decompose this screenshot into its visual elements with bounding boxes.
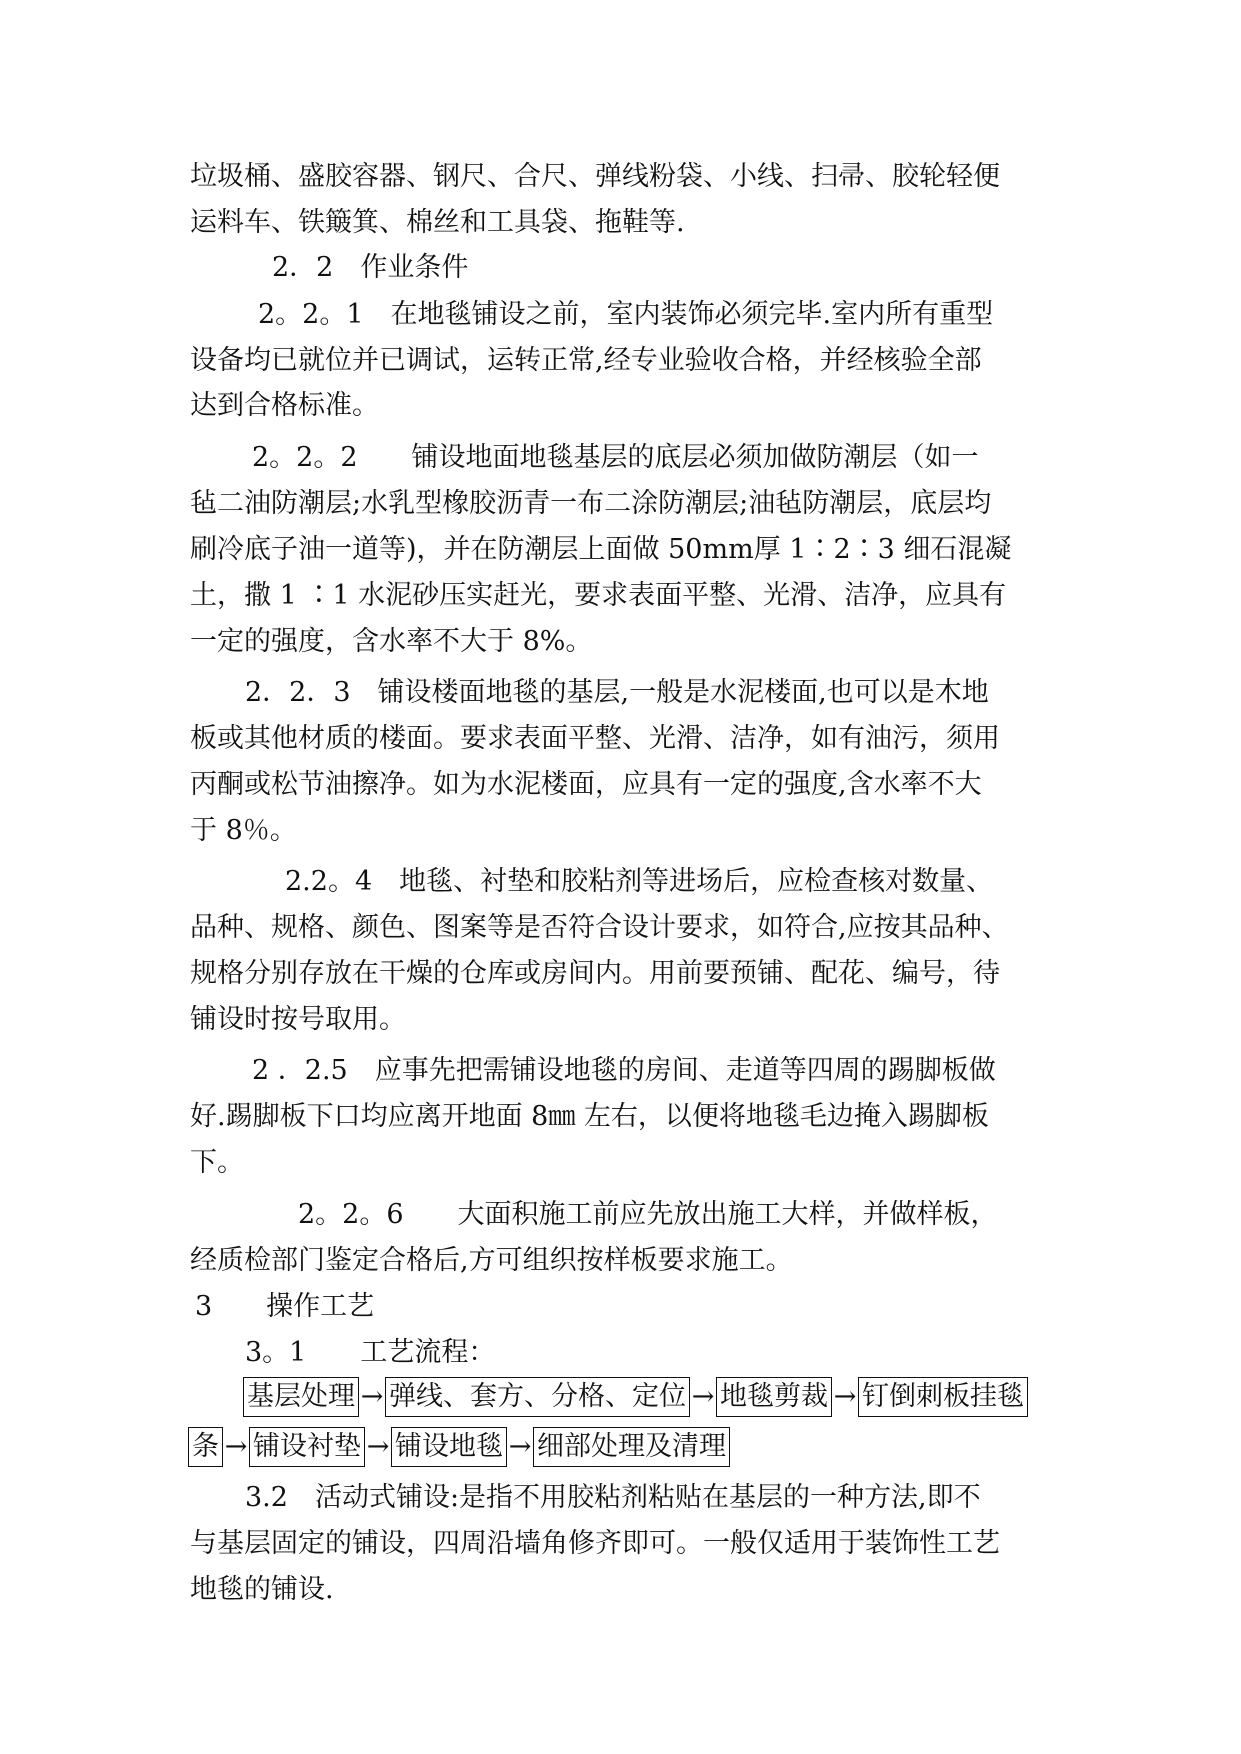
flow-step-box: 细部处理及清理 bbox=[533, 1427, 730, 1467]
section-heading: 3 操作工艺 bbox=[195, 1291, 375, 1322]
flow-step-box: 钉倒刺板挂毯 bbox=[858, 1377, 1028, 1417]
arrow-right-icon: → bbox=[360, 1381, 384, 1412]
text-line: 铺设时按号取用。 bbox=[190, 1004, 406, 1035]
arrow-right-icon: → bbox=[691, 1381, 715, 1412]
text-line: 毡二油防潮层;水乳型橡胶沥青一布二涂防潮层;油毡防潮层，底层均 bbox=[190, 488, 992, 519]
flow-step-box: 铺设衬垫 bbox=[249, 1427, 365, 1467]
text-line: 2。2。2 铺设地面地毯基层的底层必须加做防潮层（如一 bbox=[252, 442, 979, 473]
flow-step-box: 铺设地毯 bbox=[391, 1427, 507, 1467]
section-heading: 2．2 作业条件 bbox=[272, 252, 469, 283]
flow-step-box: 条 bbox=[188, 1427, 223, 1467]
flow-step-box: 基层处理 bbox=[243, 1377, 359, 1417]
process-flow-row-1 bbox=[243, 1377, 1028, 1421]
text-line: 好.踢脚板下口均应离开地面 8㎜ 左右，以便将地毯毛边掩入踢脚板 bbox=[190, 1101, 989, 1132]
text-line: 2．2．3 铺设楼面地毯的基层,一般是水泥楼面,也可以是木地 bbox=[245, 677, 989, 708]
text-line: 运料车、铁簸箕、棉丝和工具袋、拖鞋等. bbox=[190, 207, 685, 238]
text-line: 丙酮或松节油擦净。如为水泥楼面，应具有一定的强度,含水率不大 bbox=[190, 769, 982, 800]
arrow-right-icon: → bbox=[508, 1431, 532, 1462]
text-line: 达到合格标准。 bbox=[190, 390, 379, 421]
text-line: 经质检部门鉴定合格后,方可组织按样板要求施工。 bbox=[190, 1245, 793, 1276]
text-line: 2。2。1 在地毯铺设之前，室内装饰必须完毕.室内所有重型 bbox=[258, 299, 994, 330]
text-line: 土，撒 1 ∶1 水泥砂压实赶光，要求表面平整、光滑、洁净，应具有 bbox=[190, 580, 1007, 611]
arrow-right-icon: → bbox=[833, 1381, 857, 1412]
text-line: 一定的强度，含水率不大于 8%。 bbox=[190, 626, 593, 657]
text-line: 下。 bbox=[190, 1147, 244, 1178]
text-line: 设备均已就位并已调试，运转正常,经专业验收合格，并经核验全部 bbox=[190, 345, 982, 376]
text-line: 2.2。4 地毯、衬垫和胶粘剂等进场后，应检查核对数量、 bbox=[285, 866, 994, 897]
text-line: 于 8％。 bbox=[190, 815, 297, 846]
text-line: 3.2 活动式铺设:是指不用胶粘剂粘贴在基层的一种方法,即不 bbox=[245, 1482, 981, 1513]
arrow-right-icon: → bbox=[366, 1431, 390, 1462]
text-line: 品种、规格、颜色、图案等是否符合设计要求，如符合,应按其品种、 bbox=[190, 912, 1009, 943]
text-line: 2 ．2.5 应事先把需铺设地毯的房间、走道等四周的踢脚板做 bbox=[252, 1055, 996, 1086]
text-line: 垃圾桶、盛胶容器、钢尺、合尺、弹线粉袋、小线、扫帚、胶轮轻便 bbox=[190, 161, 1000, 192]
text-line: 与基层固定的铺设，四周沿墙角修齐即可。一般仅适用于装饰性工艺 bbox=[190, 1528, 1000, 1559]
arrow-right-icon: → bbox=[224, 1431, 248, 1462]
process-flow-row-2 bbox=[188, 1427, 730, 1471]
text-line: 2。2。6 大面积施工前应先放出施工大样，并做样板， bbox=[298, 1199, 998, 1230]
text-line: 刷冷底子油一道等)，并在防潮层上面做 50mm厚 1∶2∶3 细石混凝 bbox=[190, 534, 1012, 565]
text-line: 规格分别存放在干燥的仓库或房间内。用前要预铺、配花、编号，待 bbox=[190, 958, 1000, 989]
text-line: 地毯的铺设. bbox=[190, 1574, 334, 1605]
subsection-heading: 3。1 工艺流程： bbox=[245, 1337, 496, 1368]
text-line: 板或其他材质的楼面。要求表面平整、光滑、洁净，如有油污，须用 bbox=[190, 723, 1000, 754]
flow-step-box: 弹线、套方、分格、定位 bbox=[385, 1377, 690, 1417]
flow-step-box: 地毯剪裁 bbox=[716, 1377, 832, 1417]
